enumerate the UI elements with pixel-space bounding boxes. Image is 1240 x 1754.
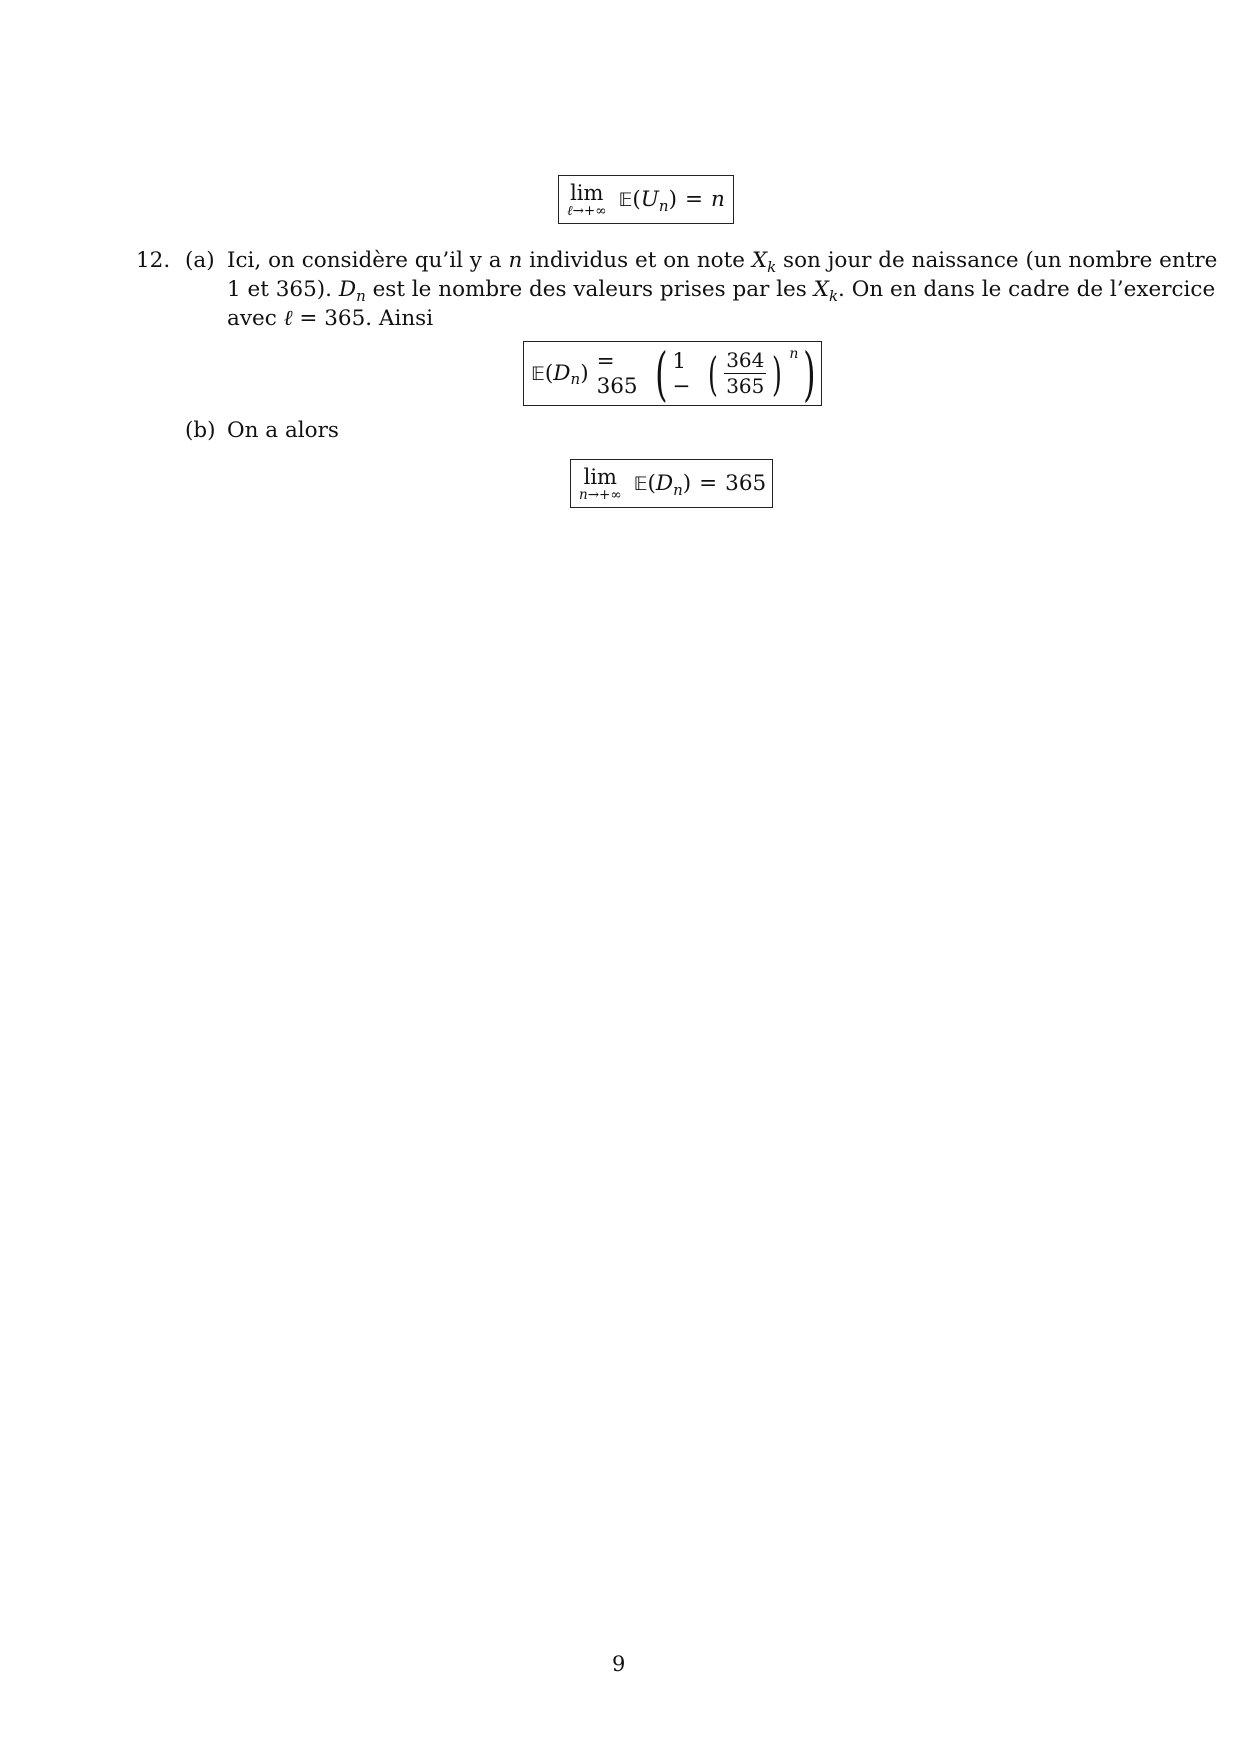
math-subscript-k: k: [828, 287, 839, 305]
rhs-value: 365: [725, 471, 767, 496]
fraction-denominator: 365: [726, 374, 765, 398]
mid-paren-open: (: [708, 346, 719, 401]
formula-box-expectation-d: [523, 341, 822, 406]
big-paren-open: (: [654, 339, 668, 408]
variable-subscript: n: [570, 369, 581, 388]
variable-subscript: n: [658, 197, 669, 215]
equals-sign: =: [684, 187, 703, 212]
big-paren-close: ): [803, 339, 816, 408]
rhs-value: n: [710, 187, 725, 212]
math-subscript-n: n: [356, 287, 366, 305]
paren-close: ): [668, 187, 677, 212]
exponent: n: [789, 345, 799, 362]
lim-subscript: n→+∞: [579, 486, 622, 503]
question-number: 12.: [136, 248, 171, 273]
paren-open: (: [544, 361, 554, 386]
part-b-label: (b): [185, 418, 216, 443]
variable: D: [655, 471, 674, 496]
part-a-label: (a): [185, 248, 215, 273]
variable: D: [553, 361, 571, 386]
text-segment: = 365. Ainsi: [292, 306, 434, 331]
mid-paren-close: ): [772, 346, 783, 401]
paren-open: (: [647, 471, 656, 496]
part-b-text: On a alors: [227, 418, 339, 443]
math-subscript-k: k: [767, 258, 777, 276]
part-a-line-2: [227, 275, 1215, 306]
text-segment: son jour de naissance (un nombre entre: [776, 248, 1218, 273]
text-segment: avec: [227, 306, 284, 331]
math-var-ell: ℓ: [283, 306, 293, 331]
text-segment: 1 et 365).: [227, 277, 339, 302]
math-var-d: D: [338, 277, 357, 302]
formula-box-limit-u: [558, 175, 734, 224]
lim-subscript: ℓ→+∞: [567, 202, 607, 219]
math-var-n: n: [508, 248, 523, 273]
paren-close: ): [682, 471, 692, 496]
limit-operator: [579, 466, 622, 502]
equals-sign: =: [699, 471, 718, 496]
part-a-line-3: [227, 304, 433, 334]
expectation-symbol: 𝔼: [531, 362, 545, 385]
paren-open: (: [632, 187, 641, 212]
formula-box-limit-d: [570, 459, 773, 508]
text-segment: . On en dans le cadre de l’exercice: [838, 277, 1216, 302]
math-var-x: X: [813, 277, 829, 302]
paren-close: ): [580, 361, 589, 386]
math-var-x: X: [751, 248, 768, 273]
variable-subscript: n: [673, 481, 683, 499]
one-minus: 1 −: [672, 348, 691, 399]
text-segment: est le nombre des valeurs prises par les: [365, 277, 814, 302]
equals-365: = 365: [596, 348, 638, 399]
part-a-line-1: [227, 246, 1217, 277]
expectation-symbol: 𝔼: [618, 189, 633, 211]
lim-word: lim: [583, 464, 617, 489]
expectation-expression: [618, 187, 725, 215]
text-segment: individus et on note: [522, 248, 752, 273]
text-segment: Ici, on considère qu’il y a: [227, 248, 509, 273]
lim-word: lim: [570, 180, 604, 205]
fraction-numerator: 364: [726, 348, 765, 372]
variable: U: [640, 187, 659, 212]
fraction: [724, 348, 766, 399]
expectation-symbol: 𝔼: [633, 473, 648, 495]
expectation-expression: [633, 471, 767, 499]
expectation-expression: [531, 339, 821, 408]
limit-operator: [567, 182, 607, 218]
page-number: 9: [612, 1652, 626, 1676]
